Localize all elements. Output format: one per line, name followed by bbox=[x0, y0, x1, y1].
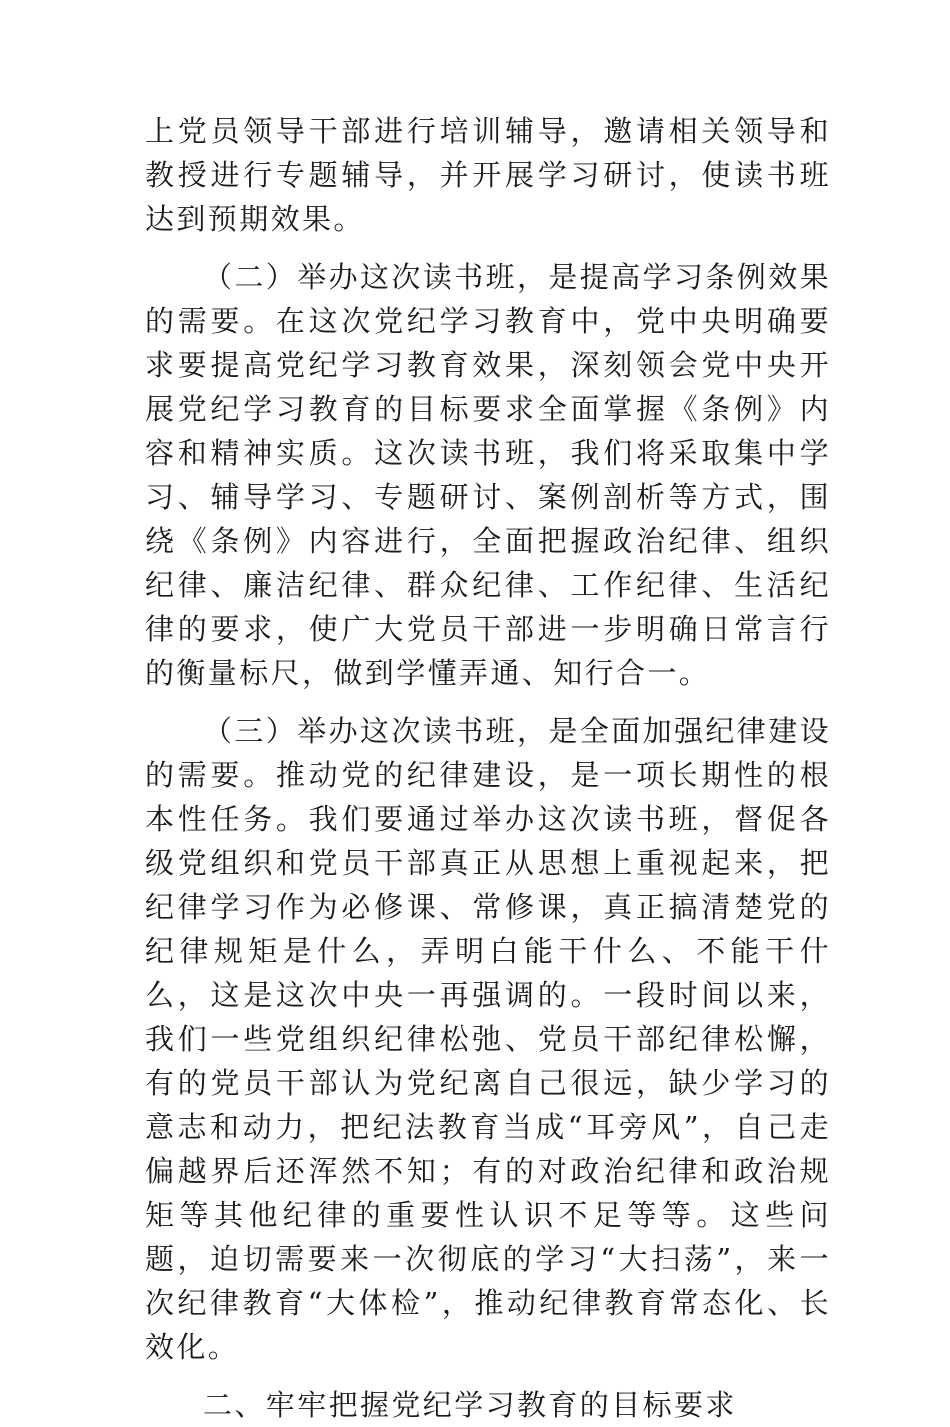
document-body bbox=[145, 109, 831, 1427]
paragraph-two: （二）举办这次读书班，是提高学习条例效果的需要。在这次党纪学习教育中，党中央明确要求要提高党纪学习教育效果，深刻领会党中央开展党纪学习教育的目标要求全面掌握《条例》内容和精神实质。这次读书班，我们将采取集中学习、辅导学习、专题研讨、案例剖析等方式，围绕《条例》内容进行，全面把握政治纪律、组织纪律、廉洁纪律、群众纪律、工作纪律、生活纪律的要求，使广大党员干部进一步明确日常言行的衡量标尺，做到学懂弄通、知行合一。 bbox=[145, 260, 832, 690]
paragraph-three: （三）举办这次读书班，是全面加强纪律建设的需要。推动党的纪律建设，是一项长期性的根本性任务。我们要通过举办这次读书班，督促各级党组织和党员干部真正从思想上重视起来，把纪律学习作为必修课、常修课，真正搞清楚党的纪律规矩是什么，弄明白能干什么、不能干什么，这是这次中央一再强调的。一段时间以来，我们一些党组织纪律松弛、党员干部纪律松懈，有的党员干部认为党纪离自己很远，缺少学习的意志和动力，把纪法教育当成“耳旁风”，自己走偏越界后还浑然不知；有的对政治纪律和政治规矩等其他纪律的重要性认识不足等等。这些问题，迫切需要来一次彻底的学习“大扫荡”，来一次纪律教育“大体检”，推动纪律教育常态化、长效化。 bbox=[145, 714, 832, 1364]
paragraph-continuation: 上党员领导干部进行培训辅导，邀请相关领导和教授进行专题辅导，并开展学习研讨，使读书班达到预期效果。 bbox=[145, 114, 831, 236]
section-heading: 二、牢牢把握党纪学习教育的目标要求 bbox=[203, 1388, 737, 1422]
